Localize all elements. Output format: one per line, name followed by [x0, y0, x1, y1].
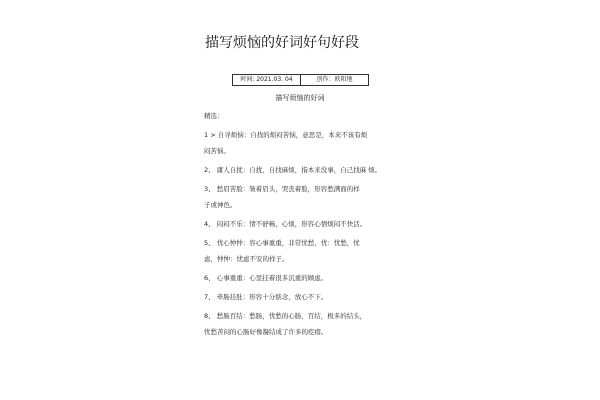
paragraph	[204, 239, 414, 264]
paragraph-line: 2、 庸人自扰：自扰，自找麻烦，指本来没事，自己找麻 烦。	[204, 166, 382, 174]
paragraph	[204, 274, 414, 283]
paragraph-line: 6、 心事重重：心里挂着很多沉重的顾虑。	[204, 274, 328, 282]
meta-time: 时间: 2021.03. 04	[240, 76, 293, 83]
document-title: 描写烦恼的好词好句好段	[205, 35, 359, 51]
paragraph-line: 闷苦恼。	[204, 147, 230, 155]
paragraph-line: 虑，忡忡：忧虑不安的样子。	[204, 255, 289, 263]
paragraph	[204, 166, 414, 175]
paragraph-line: 8、 愁肠百结：愁肠，忧愁的心肠，百结，极多的结头，	[204, 312, 367, 320]
paragraph-line: 4、 闷闷不乐：情不舒畅，心烦，形容心情烦闷不快活。	[204, 220, 367, 228]
document-body	[204, 112, 414, 347]
paragraph	[204, 112, 414, 121]
paragraph-line: 7、 牵肠挂肚：形容十分惦念，放心不下。	[204, 293, 328, 301]
section-title: 描写烦恼的好词	[275, 94, 325, 102]
meta-info-box	[232, 74, 369, 86]
paragraph	[204, 131, 414, 156]
paragraph-line: 忧愁苦闷的心肠好像凝结成了许多的疙瘩。	[204, 328, 328, 336]
paragraph-line: 5、 忧心忡忡：容心事重重，非常忧愁，忧：忧愁，忧	[204, 239, 360, 247]
paragraph	[204, 185, 414, 210]
paragraph	[204, 220, 414, 229]
paragraph-line: 子或神色。	[204, 201, 237, 209]
paragraph	[204, 312, 414, 337]
paragraph	[204, 293, 414, 302]
paragraph-line: 精选：	[204, 112, 224, 120]
paragraph-line: 1 > 自寻烦恼：自找的烦闷苦恼，意思是，本来不该有烦	[204, 131, 368, 139]
paragraph-line: 3、 愁眉苦脸：皱着眉头，哭丧着脸，形容愁满面的样	[204, 185, 360, 193]
meta-author: 创作：欧阳地	[300, 75, 368, 85]
